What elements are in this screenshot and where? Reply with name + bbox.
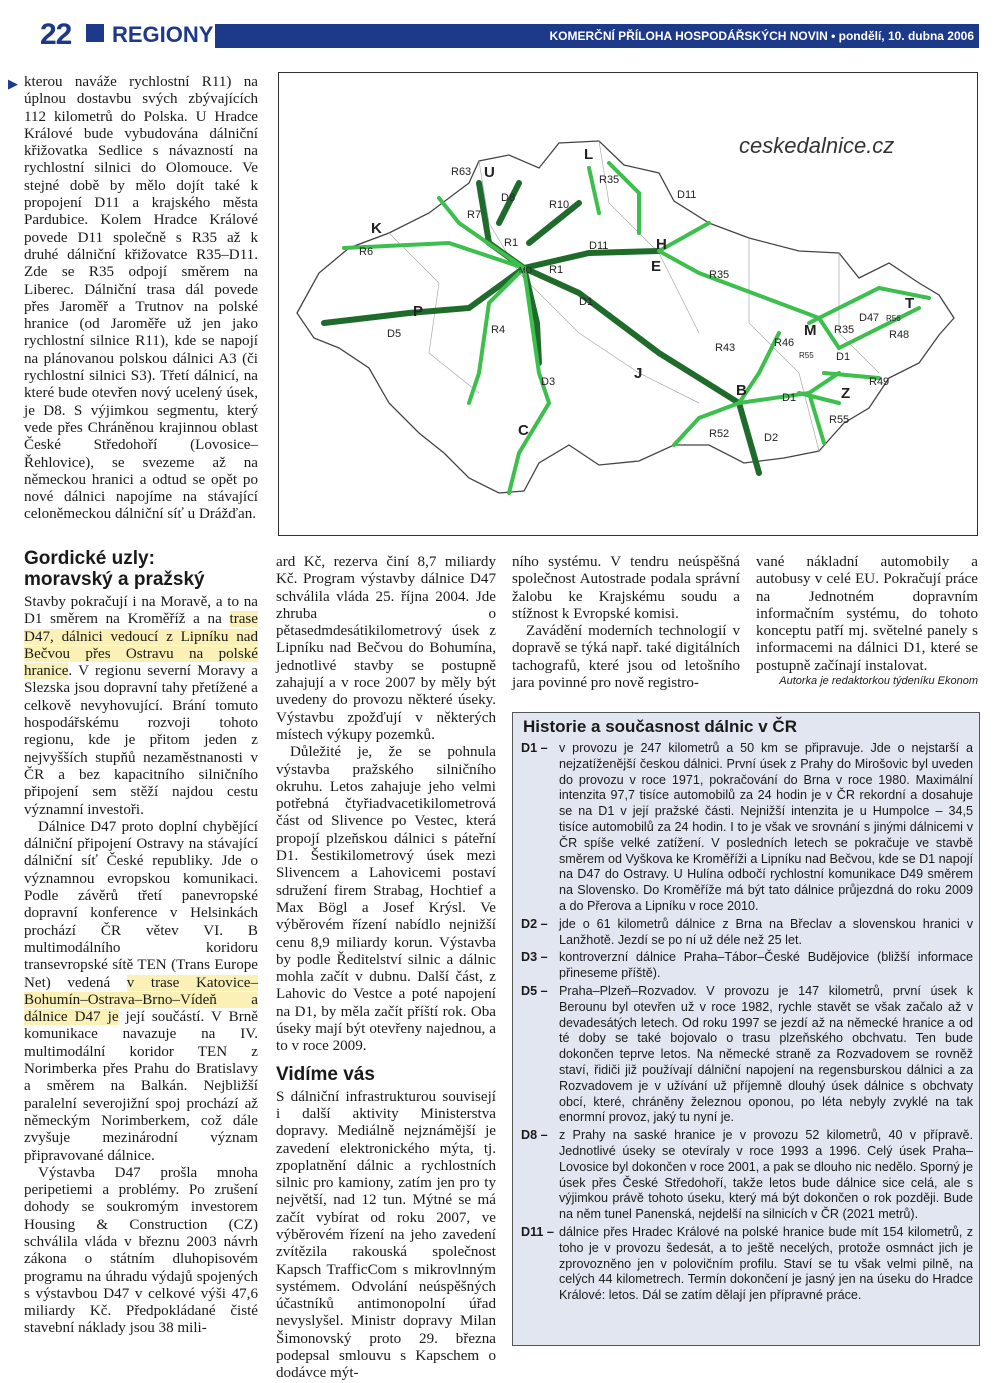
svg-text:L: L	[584, 146, 594, 163]
svg-text:D5: D5	[387, 328, 402, 340]
svg-text:K: K	[371, 220, 382, 237]
svg-text:D11: D11	[589, 240, 609, 252]
svg-text:C: C	[518, 422, 529, 439]
paragraph: ard Kč, rezerva činí 8,7 miliardy Kč. Program výstavby dálnice D47 schválila vláda 25. října 2004. Jde zhruba o pětasedmdesátikilometrový úsek z Lipníku nad Bečvou do Bohumína, jednotlivé stavby se postupně zahajují a v roce 2007 by měly být uvedeny do provozu některé úseky. Výstavbu zpožďují v některých místech výkupy pozemků.	[276, 554, 496, 743]
map-svg	[279, 73, 977, 535]
paragraph: S dálniční infrastrukturou souvisejí i další aktivity Ministerstva dopravy. Mediálně nejznámější je zavedení elektronického mýta, tj. zpoplatnění dálnic a rychlostních silnic pro kamiony, zatím jen pro ty největší, nad 12 tun. Mýtné se má začít vybírat od roku 2007, ve výběrovém řízení na jeho zavedení zvítězila rakouská společnost Kapsch TrafficCom s mikrovlnným systémem. Odvolání neúspěšných účastníků antimonopolní úřad nevyslyšel. Ministr dopravy Milan Šimonovský proto 29. března podepsal smlouvu s Kapschem o dodávce mýt-	[276, 1088, 496, 1382]
svg-text:D8: D8	[501, 192, 516, 204]
road-labels	[359, 166, 909, 444]
svg-text:R6: R6	[359, 246, 374, 258]
city-letters	[371, 146, 914, 439]
column-2	[276, 554, 496, 1383]
highway-map	[278, 72, 978, 536]
publication-line: KOMERČNÍ PŘÍLOHA HOSPODÁŘSKÝCH NOVIN • pondělí, 10. dubna 2006	[549, 29, 974, 43]
box-entries	[521, 741, 973, 1306]
box-entry: D11 – dálnice přes Hradec Králové na polské hranice bude mít 154 kilometrů, z toho je v provozu šedesát, a to ještě necelých, protože osmnáct jich je zprovozněno jen v polovičním profilu. Staví se tu však velmi pilně, na celých 44 kilometrech. Termín dokončení je jasný jen na úseku do Hradce Králové: letos. Dál se zatím dělají jen přípravné práce.	[521, 1224, 973, 1303]
heading-vidime: Vidíme vás	[276, 1063, 375, 1085]
box-entry: D5 – Praha–Plzeň–Rozvadov. V provozu je 147 kilometrů, první úsek k Berounu byl otevřen už v roce 1982, rychle stavět se však začalo až v devadesátých letech. Od roku 1997 se jezdí až na německé hranice a od té doby se také bojovalo o trasu plzeňského obchvatu. Ten bude dokončen teprve letos. Na německé straně za Rozvadovem se rovněž staví, řidiči již používají dálniční napojení na regensburskou dálnici a za Rozvadovem je v užívání už příjemně dlouhý úsek dálnice s obchvaty obcí, které, chráněny železnou oponou, po léta nebyly zvyklé na tak enormní provoz, jaký tu nyní je.	[521, 983, 973, 1125]
svg-text:R46: R46	[774, 337, 795, 349]
paragraph: kterou naváže rychlostní R11) na úplnou dostavbu svých zbývajících 112 kilometrů do Polska. U Hradce Králové bude vybudována dálniční křižovatka Sedlice s návazností na rychlostní silnici do Olomouce. Ve stejné době by mělo dojít také k propojení D11 a krajského města Pardubice. Kolem Hradce Králové povede D11 společně s R35 až k druhé dálniční křižovatce R35–D11. Zde se R35 odpojí směrem na Liberec. Dálniční trasa dál povede přes Jaroměř a Trutnov na polské hranice (od Jaroměře už jen jako rychlostní silnice R11), kde se napojí na plánovanou polskou dálnici A3 (či rychlostní silnici S3). Třetí dálnicí, na které bude otevřen nový ucelený úsek, je D8. S výjimkou segmentu, který vede přes Chráněnou krajinnou oblast České Středohoří (Lovosice–Řehlovice), se svezeme až na německou hranici a odtud se opět po nové dálnici napojíme na stávající celoněmeckou dálniční síť u Drážďan.	[24, 74, 258, 523]
column-3	[512, 554, 740, 692]
svg-text:R56: R56	[886, 314, 901, 323]
map-watermark: ceskedalnice.cz	[739, 133, 895, 158]
column-1-top	[24, 74, 258, 524]
svg-text:R1: R1	[549, 264, 564, 276]
paragraph: Stavby pokračují i na Moravě, a to na D1 směrem na Kroměříž a na trase D47, dálnici vedoucí z Lipníku nad Bečvou přes Ostravu na polské hranice. V regionu severní Moravy a Slezska jsou dopravní tahy přetížené a celkově nevyhovující. Brání tomuto hospodářskému rozvoji tohoto regionu, kde je přitom jeden z nejvyšších stupňů nezaměstnanosti v ČR a bez kapacitního silničního připojení sem stěží najdou cestu významní investoři.	[24, 594, 258, 818]
svg-text:R7: R7	[467, 209, 482, 221]
svg-text:D1: D1	[579, 296, 594, 308]
column-4	[756, 554, 978, 687]
svg-text:B: B	[736, 382, 747, 399]
paragraph: Zavádění moderních technologií v dopravě se týká např. také digitálních tachografů, které jsou od letošního jara povinné pro nově registro-	[512, 623, 740, 692]
box-entry: D8 – z Prahy na saské hranice je v provozu 52 kilometrů, 40 v přípravě. Jednotlivé úseky se otevíraly v roce 1993 a 1996. Celý úsek Praha–Lovosice byl dokončen v roce 2001, a pak se dlouho nic nedělo. Sporný je úsek přes České Středohoří, takže letos bude dálnice sice celá, ale s výjimkou právě tohoto úseku, který má být dokončen o rok později. Bude na něm tunel Panenská, nejdelší na silnicích v ČR (2021 metrů).	[521, 1128, 973, 1222]
svg-text:D47: D47	[859, 312, 880, 324]
page-number: 22	[40, 18, 72, 51]
continuation-arrow-icon: ▶	[8, 76, 18, 91]
svg-text:R43: R43	[715, 342, 736, 354]
svg-text:R52: R52	[709, 428, 730, 440]
svg-text:R4: R4	[491, 324, 506, 336]
svg-text:D1: D1	[836, 351, 851, 363]
svg-text:P: P	[413, 303, 424, 320]
history-box	[512, 712, 980, 1346]
svg-text:M: M	[804, 322, 817, 339]
svg-text:T: T	[905, 295, 915, 312]
svg-text:U: U	[484, 164, 495, 181]
svg-text:R10: R10	[549, 199, 570, 211]
paragraph: Výstavba D47 prošla mnoha peripetiemi a problémy. Po zrušení dohody se soukromým investorem Housing & Construction (CZ) schválila vláda v březnu 2003 návrh zákona o státním dluhopisovém programu na úhradu výdajů spojených s výstavbou D47 v celkové výši 47,6 miliardy Kč. Předpokládané čisté stavební náklady jsou 38 mili-	[24, 1164, 258, 1337]
svg-text:D11: D11	[677, 189, 697, 201]
heading-gordicke: Gordické uzly: moravský a pražský	[24, 548, 205, 590]
svg-text:Z: Z	[841, 385, 851, 402]
svg-text:R55: R55	[799, 351, 814, 360]
box-entry: D2 – jde o 61 kilometrů dálnice z Brna na Břeclav a slovenskou hranici v Lanžhotě. Jezdí se po ní už déle než 25 let.	[521, 916, 973, 947]
box-title: Historie a současnost dálnic v ČR	[523, 717, 797, 736]
paragraph: vané nákladní automobily a autobusy v celé EU. Pokračují práce na Jednotném dopravním informačním systému, do tohoto konceptu patří mj. světelné panely s informacemi na dálnici D1, které se postupně začínají instalovat.	[756, 554, 978, 674]
svg-text:R35: R35	[599, 174, 620, 186]
svg-text:R55: R55	[829, 414, 850, 426]
author-note: Autorka je redaktorkou týdeníku Ekonom	[779, 675, 978, 688]
box-entry: D3 – kontroverzní dálnice Praha–Tábor–České Budějovice (bližší informace přineseme příště).	[521, 950, 973, 981]
header-square	[86, 24, 104, 42]
svg-text:R1: R1	[504, 237, 519, 249]
column-1-bottom	[24, 548, 258, 1338]
svg-text:H: H	[656, 236, 667, 253]
svg-text:R35: R35	[834, 324, 855, 336]
svg-text:R35: R35	[709, 269, 730, 281]
section-title: REGIONY	[112, 22, 214, 47]
svg-text:R48: R48	[889, 329, 910, 341]
svg-text:D3: D3	[541, 376, 556, 388]
paragraph: Dálnice D47 proto doplní chybějící dálniční připojení Ostravy na stávající dálniční síť České republiky. Jde o významnou evropskou komunikaci. Podle závěrů třetí panevropské dopravní konference v Helsinkách prochází ČR větev VI. B multimodálního koridoru transevropské sítě TEN (Trans Europe Net) vedená v trase Katovice–Bohumín–Ostrava–Brno–Vídeň a dálnice D47 je její součástí. V Brně komunikace navazuje na IV. multimodální koridor TEN z Norimberka přes Prahu do Bratislavy a směrem na Balkán. Nejbližší paralelní severojižní spoj prochází až německým Norimberkem, což dále zvyšuje mezinárodní význam připravované dálnice.	[24, 818, 258, 1164]
svg-text:J: J	[634, 365, 643, 382]
box-entry: D1 – v provozu je 247 kilometrů a 50 km se připravuje. Jde o nejstarší a nejzatíženější českou dálnici. První úsek z Prahy do Mirošovic byl uveden do provozu v roce 1971, pokračování do Brna v roce 1980. Maximální intenzita 97,7 tisíce automobilů za 24 hodin je v ČR rekordní a dosahuje se na D1 v její pražské části. Nejnižší intenzita je u Humpolce – 34,5 tisíce automobilů za 24 hodin. I to je však ve srovnání s jinými dálnicemi v ČR spíše velké zatížení. V posledních letech se pokračuje ve stavbě směrem od Vyškova ke Kroměříži a Lipníku nad Bečvou, kde se D1 napojí na D47 do Ostravy. U Hulína odbočí rychlostní komunikace D49 směrem na Slovensko. Do Kroměříže má být tato dálnice průjezdná do roku 2009 a do Přerova a Lipníku v roce 2010.	[521, 741, 973, 913]
svg-text:E: E	[651, 258, 662, 275]
paragraph: Důležité je, že se pohnula výstavba pražského silničního okruhu. Letos zahajuje jeho velmi potřebná čtyřiadvacetikilometrová část od Slivence po Vestec, která propojí plzeňskou dálnici s páteřní D1. Šestikilometrový úsek mezi Slivencem a Lahovicemi postaví sdružení firem Strabag, Hochtief a Max Bögl a Josef Krýsl. Ve výběrovém řízení nabídlo nejnižší cenu 8,9 miliardy korun. Výstavba by podle Ředitelství silnic a dálnic mohla začít v dubnu. Další část, z Lahovic do Vestce a poté napojení na D1, by měla začít příští rok. Oba úseky mají být otevřeny najednou, a to v roce 2009.	[276, 744, 496, 1055]
svg-text:D2: D2	[764, 432, 779, 444]
svg-text:R49: R49	[869, 376, 890, 388]
svg-text:D1: D1	[782, 392, 797, 404]
svg-text:R63: R63	[451, 166, 472, 178]
svg-text:MO: MO	[519, 266, 532, 275]
paragraph: ního systému. V tendru neúspěšná společnost Autostrade podala správní žalobu ke Krajskému soudu a stížnost k Evropské komisi.	[512, 554, 740, 622]
